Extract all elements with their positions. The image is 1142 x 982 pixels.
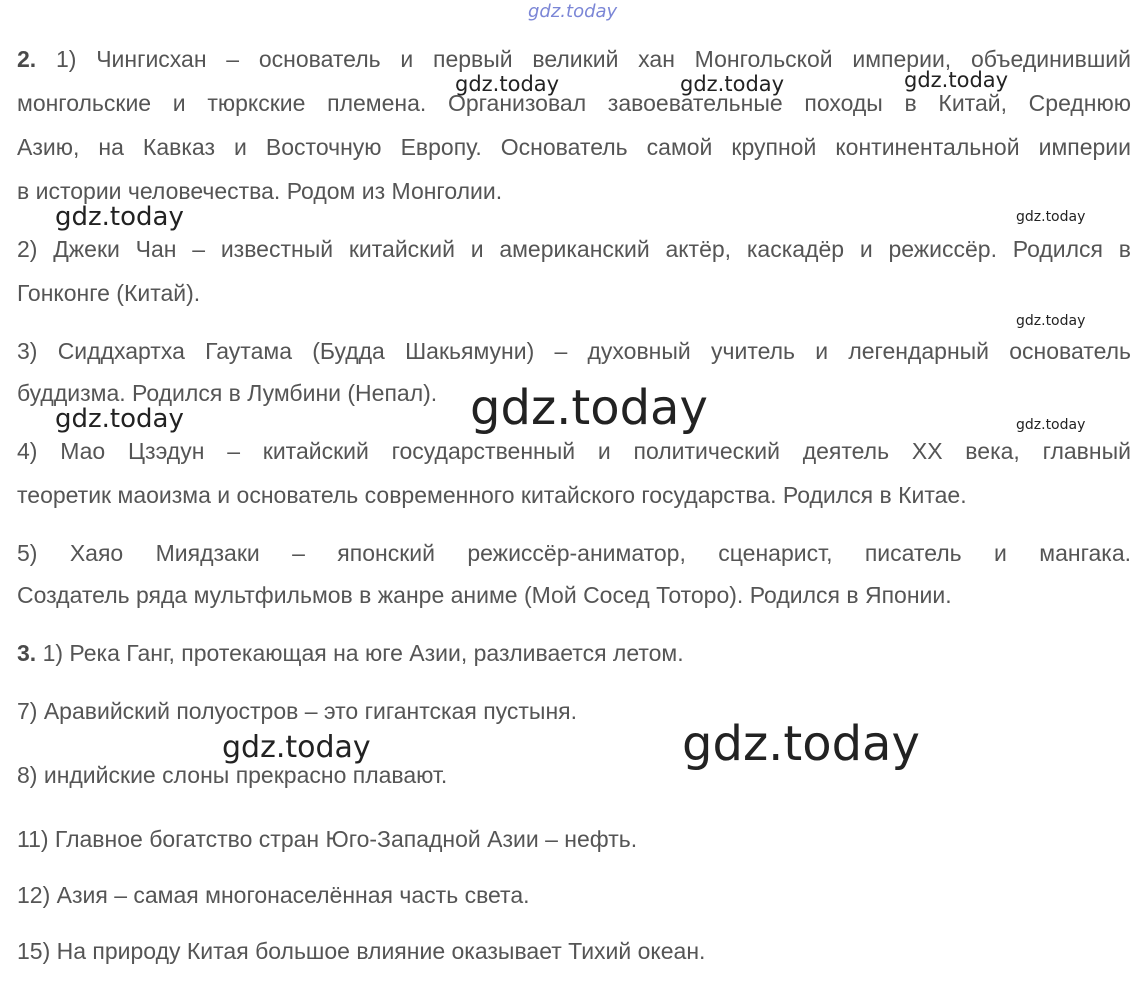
watermark: gdz.today	[904, 68, 1009, 92]
watermark: gdz.today	[1016, 209, 1086, 225]
task3-number: 3.	[17, 640, 37, 666]
task2-item1-text: 1) Чингисхан – основатель и первый великий хан Монгольской империи, объединивший	[55, 46, 1131, 72]
watermark: gdz.today	[1016, 417, 1086, 433]
watermark: gdz.today	[470, 380, 708, 436]
task2-item1-line2: монгольские и тюркские племена. Организовал завоевательные походы в Китай, Среднюю	[17, 90, 1131, 116]
task2-number: 2.	[17, 46, 37, 72]
task2-item3-line2: буддизма. Родился в Лумбини (Непал).	[17, 380, 438, 406]
task2-item4-line1: 4) Мао Цзэдун – китайский государственный и политический деятель XX века, главный	[17, 438, 1131, 464]
task2-item5-line1: 5) Хаяо Миядзаки – японский режиссёр-аниматор, сценарист, писатель и мангака.	[17, 540, 1131, 566]
task2-item4-line2: теоретик маоизма и основатель современного китайского государства. Родился в Китае.	[17, 482, 967, 508]
task2-item1-line3: Азию, на Кавказ и Восточную Европу. Основатель самой крупной континентальной империи	[17, 134, 1131, 160]
task2-item1-line4: в истории человечества. Родом из Монголии.	[17, 178, 503, 204]
task3-item8: 8) индийские слоны прекрасно плавают.	[17, 762, 448, 788]
task3-item15: 15) На природу Китая большое влияние оказывает Тихий океан.	[17, 938, 706, 964]
task2-item2-line1: 2) Джеки Чан – известный китайский и американский актёр, каскадёр и режиссёр. Родился в	[17, 236, 1131, 262]
task2-item3-line1: 3) Сиддхартха Гаутама (Будда Шакьямуни) – духовный учитель и легендарный основатель	[17, 338, 1131, 364]
watermark: gdz.today	[1016, 313, 1086, 329]
task2-item2-line2: Гонконге (Китай).	[17, 280, 201, 306]
task3-item11: 11) Главное богатство стран Юго-Западной Азии – нефть.	[17, 826, 638, 852]
watermark: gdz.today	[55, 404, 184, 434]
watermark: gdz.today	[682, 716, 920, 772]
task3-item1	[17, 638, 1131, 668]
watermark: gdz.today	[680, 72, 785, 96]
task3-item12: 12) Азия – самая многонаселённая часть света.	[17, 882, 530, 908]
watermark: gdz.today	[55, 202, 184, 232]
watermark: gdz.today	[222, 730, 371, 765]
watermark: gdz.today	[455, 72, 560, 96]
task3-item1-text: 1) Река Ганг, протекающая на юге Азии, разливается летом.	[42, 640, 684, 666]
task2-item5-line2: Создатель ряда мультфильмов в жанре аниме (Мой Сосед Тоторо). Родился в Японии.	[17, 582, 952, 608]
watermark-top: gdz.today	[528, 1, 618, 22]
task3-item7: 7) Аравийский полуостров – это гигантская пустыня.	[17, 698, 577, 724]
